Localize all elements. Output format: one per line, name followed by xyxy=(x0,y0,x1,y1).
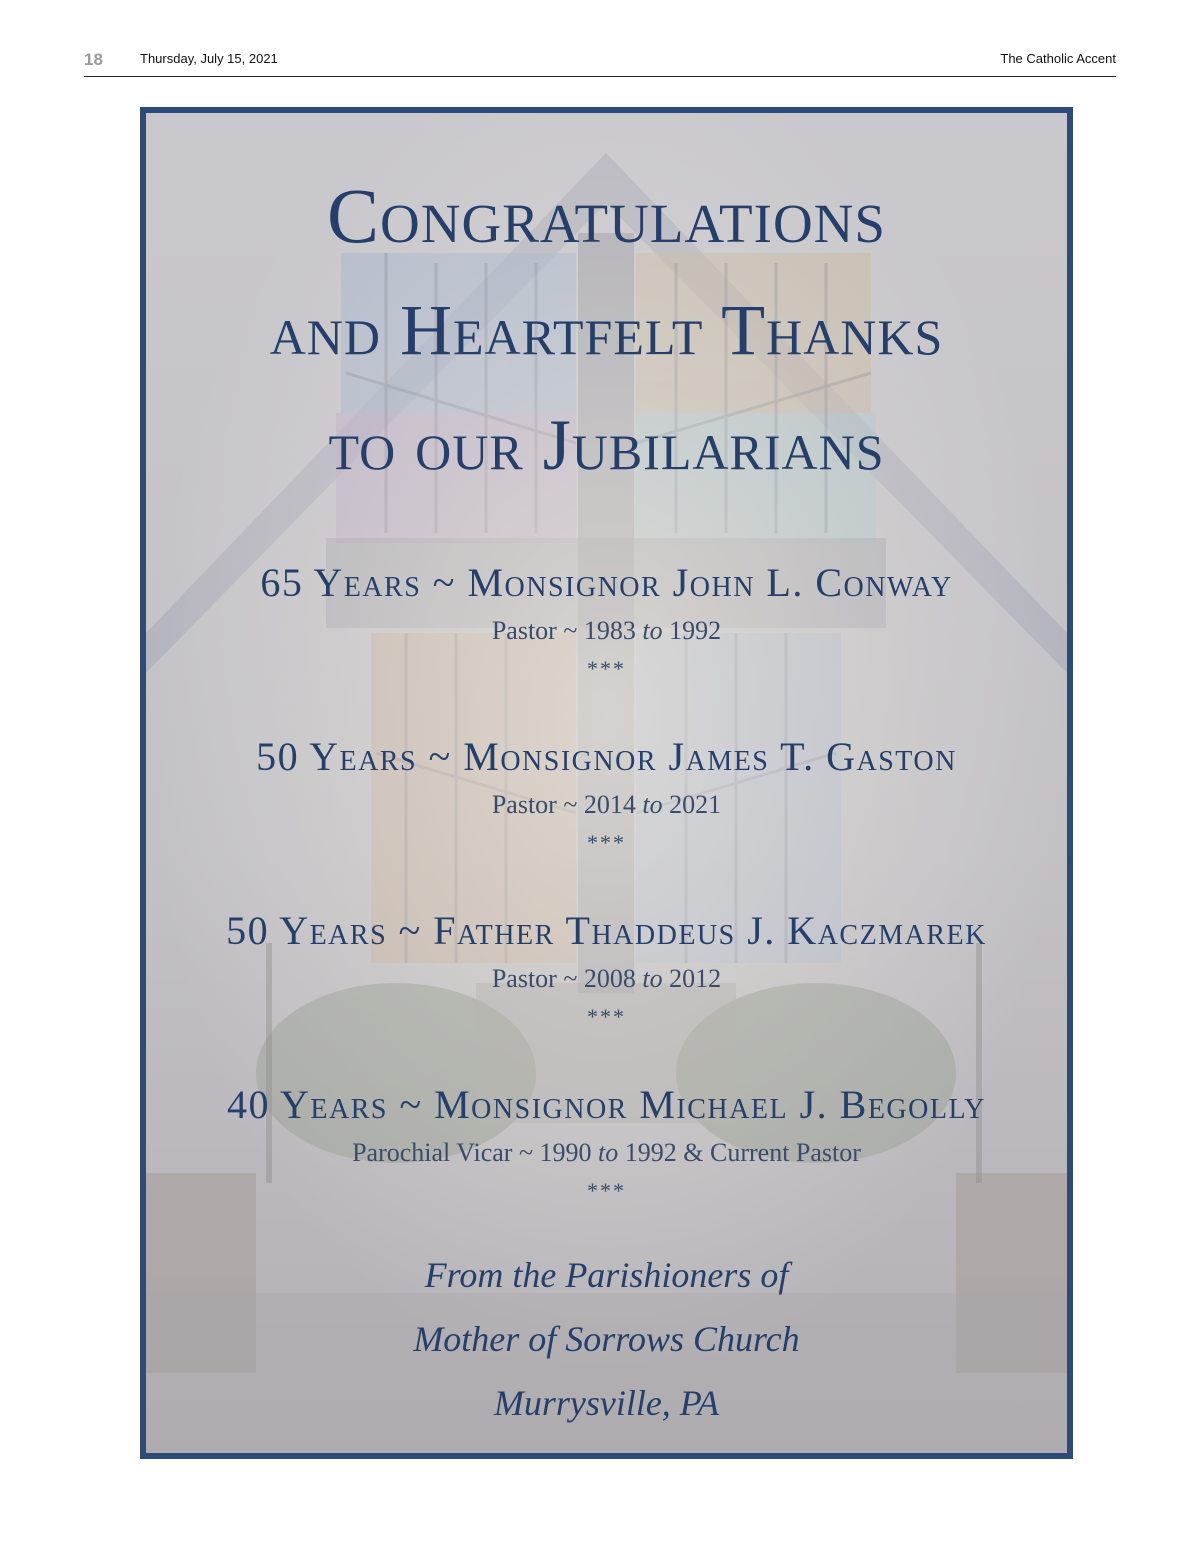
page-date: Thursday, July 15, 2021 xyxy=(140,51,278,66)
divider-stars: *** xyxy=(587,1004,626,1029)
signoff-line-3: Murrysville, PA xyxy=(493,1383,720,1423)
signoff-line-2: Mother of Sorrows Church xyxy=(413,1319,800,1359)
page-number: 18 xyxy=(84,50,103,69)
jubilarian-role: Pastor ~ 2008 to 2012 xyxy=(491,964,722,993)
publication-name: The Catholic Accent xyxy=(1000,51,1116,66)
headline-line-1: Congratulations xyxy=(327,172,886,259)
divider-stars: *** xyxy=(587,656,626,681)
jubilarian-name: 50 Years ~ Monsignor James T. Gaston xyxy=(256,734,957,779)
jubilarian-role: Pastor ~ 1983 to 1992 xyxy=(491,616,722,645)
divider-stars: *** xyxy=(587,830,626,855)
signoff-line-1: From the Parishioners of xyxy=(424,1255,789,1295)
jubilarian-name: 40 Years ~ Monsignor Michael J. Begolly xyxy=(227,1082,986,1127)
jubilarian-name: 65 Years ~ Monsignor John L. Conway xyxy=(260,560,953,605)
jubilarian-entry xyxy=(146,559,1067,681)
headline-line-3: to our Jubilarians xyxy=(328,405,885,485)
page-header xyxy=(84,48,1116,77)
jubilarian-name: 50 Years ~ Father Thaddeus J. Kaczmarek xyxy=(226,908,987,953)
jubilarians-ad xyxy=(140,107,1073,1459)
ad-headline xyxy=(146,158,1067,503)
jubilarian-entry xyxy=(146,733,1067,855)
jubilarian-entry xyxy=(146,907,1067,1029)
jubilarian-role: Pastor ~ 2014 to 2021 xyxy=(491,790,722,819)
divider-stars: *** xyxy=(587,1178,626,1203)
jubilarian-role: Parochial Vicar ~ 1990 to 1992 & Current Pastor xyxy=(352,1138,861,1167)
ad-signoff xyxy=(146,1243,1067,1435)
headline-line-2: and Heartfelt Thanks xyxy=(269,290,944,370)
ad-content xyxy=(146,113,1067,1453)
jubilarian-entry xyxy=(146,1081,1067,1203)
